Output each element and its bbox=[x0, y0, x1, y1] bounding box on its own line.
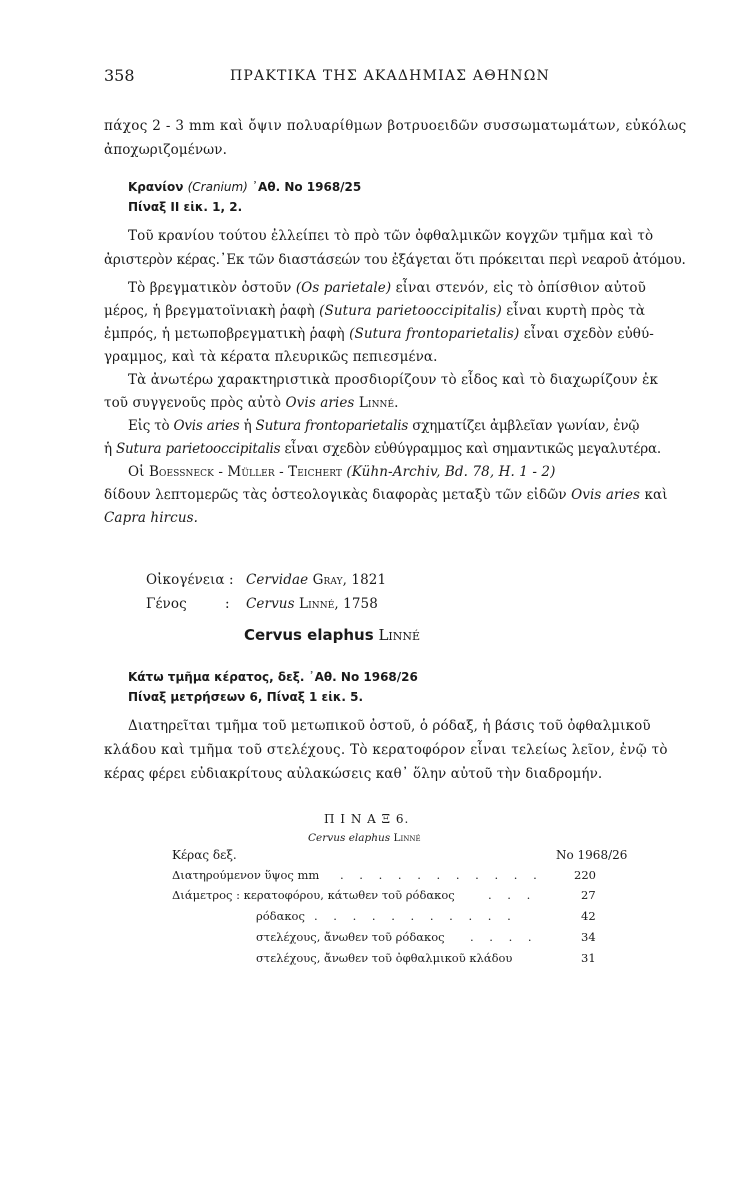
family-label: Οἰκογένεια : bbox=[146, 572, 234, 588]
cranium-p2-line-1: Τὸ βρεγματικὸν ὀστοῦν (Os parietale) εἶναι στενόν, εἰς τὸ ὀπίσθιον αὐτοῦ bbox=[128, 280, 646, 296]
cranium-heading-name: Κρανίον bbox=[128, 180, 184, 194]
table-row-value: 27 bbox=[581, 888, 596, 902]
table-row-label: Διατηρούμενον ὕψος mm bbox=[172, 868, 320, 882]
genus-label: Γένος bbox=[146, 596, 187, 612]
genus-value: Cervus Linné, 1758 bbox=[246, 596, 378, 612]
antler-plate-ref: Πίναξ μετρήσεων 6, Πίναξ 1 εἰκ. 5. bbox=[128, 690, 364, 704]
cranium-p5-line-2: δίδουν λεπτομερῶς τὰς ὀστεολογικὰς διαφορὰς μεταξὺ τῶν εἰδῶν Ovis aries καὶ bbox=[104, 487, 668, 503]
table-row-value: 42 bbox=[581, 909, 596, 923]
table-row-label: Διάμετρος : κερατοφόρου, κάτωθεν τοῦ ρόδακος bbox=[172, 888, 455, 902]
intro-line-2: ἀποχωριζομένων. bbox=[104, 142, 227, 158]
running-title: ΠΡΑΚΤΙΚΑ ΤΗΣ ΑΚΑΔΗΜΙΑΣ ΑΘΗΝΩΝ bbox=[230, 68, 551, 84]
genus-colon: : bbox=[225, 596, 230, 612]
table-row-dots: . . . bbox=[488, 888, 537, 902]
cranium-p5-line-3: Capra hircus. bbox=[104, 510, 199, 526]
cranium-p1-line-1: Τοῦ κρανίου τούτου ἐλλείπει τὸ πρὸ τῶν ὀφθαλμικῶν κογχῶν τμῆμα καὶ τὸ bbox=[128, 228, 654, 244]
family-value: Cervidae Gray, 1821 bbox=[246, 572, 387, 588]
cranium-p2-line-2: μέρος, ἡ βρεγματοϊνιακὴ ῥαφὴ (Sutura parietooccipitalis) εἶναι κυρτὴ πρὸς τὰ bbox=[104, 303, 646, 319]
table-row-dots: . . . . . . . . . . . bbox=[314, 909, 517, 923]
cranium-heading bbox=[128, 180, 361, 194]
table-row-label: στελέχους, ἄνωθεν τοῦ ὀφθαλμικοῦ κλάδου bbox=[256, 951, 513, 965]
cranium-p2-line-4: γραμμος, καὶ τὰ κέρατα πλευρικῶς πεπιεσμένα. bbox=[104, 349, 438, 365]
cranium-p4-line-1: Εἰς τὸ Ovis aries ἡ Sutura frontoparietalis σχηματίζει ἀμβλεῖαν γωνίαν, ἐνῷ bbox=[128, 418, 640, 434]
cranium-p5-line-1: Οἱ Boessneck - Müller - Teichert (Kühn-Archiv, Bd. 78, H. 1 - 2) bbox=[128, 464, 556, 480]
cranium-p3-line-1: Τὰ ἀνωτέρω χαρακτηριστικὰ προσδιορίζουν τὸ εἶδος καὶ τὸ διαχωρίζουν ἐκ bbox=[128, 372, 659, 388]
cranium-p2-line-3: ἐμπρός, ἡ μετωποβρεγματικὴ ῥαφὴ (Sutura frontoparietalis) εἶναι σχεδὸν εὐθύ- bbox=[104, 326, 654, 342]
antler-p1-line-1: Διατηρεῖται τμῆμα τοῦ μετωπικοῦ ὀστοῦ, ὁ ρόδαξ, ἡ βάσις τοῦ ὀφθαλμικοῦ bbox=[128, 718, 651, 734]
table-title: Π Ι Ν Α Ξ 6. bbox=[324, 812, 410, 826]
table-row-label: ρόδακος bbox=[256, 909, 305, 923]
table-row-value: 220 bbox=[574, 868, 596, 882]
cranium-p1-line-2: ἀριστερὸν κέρας.᾿Εκ τῶν διαστάσεών του ἐξάγεται ὅτι πρόκειται περὶ νεαροῦ ἀτόμου. bbox=[104, 252, 686, 268]
table-row-dots: . . . . bbox=[470, 930, 538, 944]
cranium-p3-line-2: τοῦ συγγενοῦς πρὸς αὐτὸ Ovis aries Linné. bbox=[104, 395, 399, 411]
antler-heading: Κάτω τμῆμα κέρατος, δεξ. ᾿Αθ. No 1968/26 bbox=[128, 670, 418, 684]
antler-p1-line-2: κλάδου καὶ τμῆμα τοῦ στελέχους. Τὸ κερατοφόρον εἶναι τελείως λεῖον, ἐνῷ τὸ bbox=[104, 742, 668, 758]
table-left-header: Κέρας δεξ. bbox=[172, 848, 237, 862]
intro-line-1: πάχος 2 - 3 mm καὶ ὄψιν πολυαρίθμων βοτρυοειδῶν συσσωματωμάτων, εὐκόλως bbox=[104, 118, 687, 134]
table-row-value: 34 bbox=[581, 930, 596, 944]
species-title: Cervus elaphus Linné bbox=[244, 626, 421, 644]
cranium-heading-latin: (Cranium) bbox=[187, 180, 248, 194]
antler-p1-line-3: κέρας φέρει εὐδιακρίτους αὐλακώσεις καθ᾿ ὅλην αὐτοῦ τὴν διαδρομήν. bbox=[104, 766, 603, 782]
table-right-header: No 1968/26 bbox=[556, 848, 628, 862]
table-row-label: στελέχους, ἄνωθεν τοῦ ρόδακος bbox=[256, 930, 445, 944]
table-row-dots: . . . . . . . . . . . bbox=[340, 868, 543, 882]
cranium-p4-line-2: ἡ Sutura parietooccipitalis εἶναι σχεδὸν εὐθύγραμμος καὶ σημαντικῶς μεγαλυτέρα. bbox=[104, 441, 661, 457]
page-number: 358 bbox=[104, 66, 135, 85]
table-subtitle: Cervus elaphus Linné bbox=[308, 832, 421, 844]
table-row-value: 31 bbox=[581, 951, 596, 965]
cranium-plate-ref: Πίναξ II εἰκ. 1, 2. bbox=[128, 200, 243, 214]
cranium-heading-catalog: ᾿Αθ. No 1968/25 bbox=[252, 180, 362, 194]
